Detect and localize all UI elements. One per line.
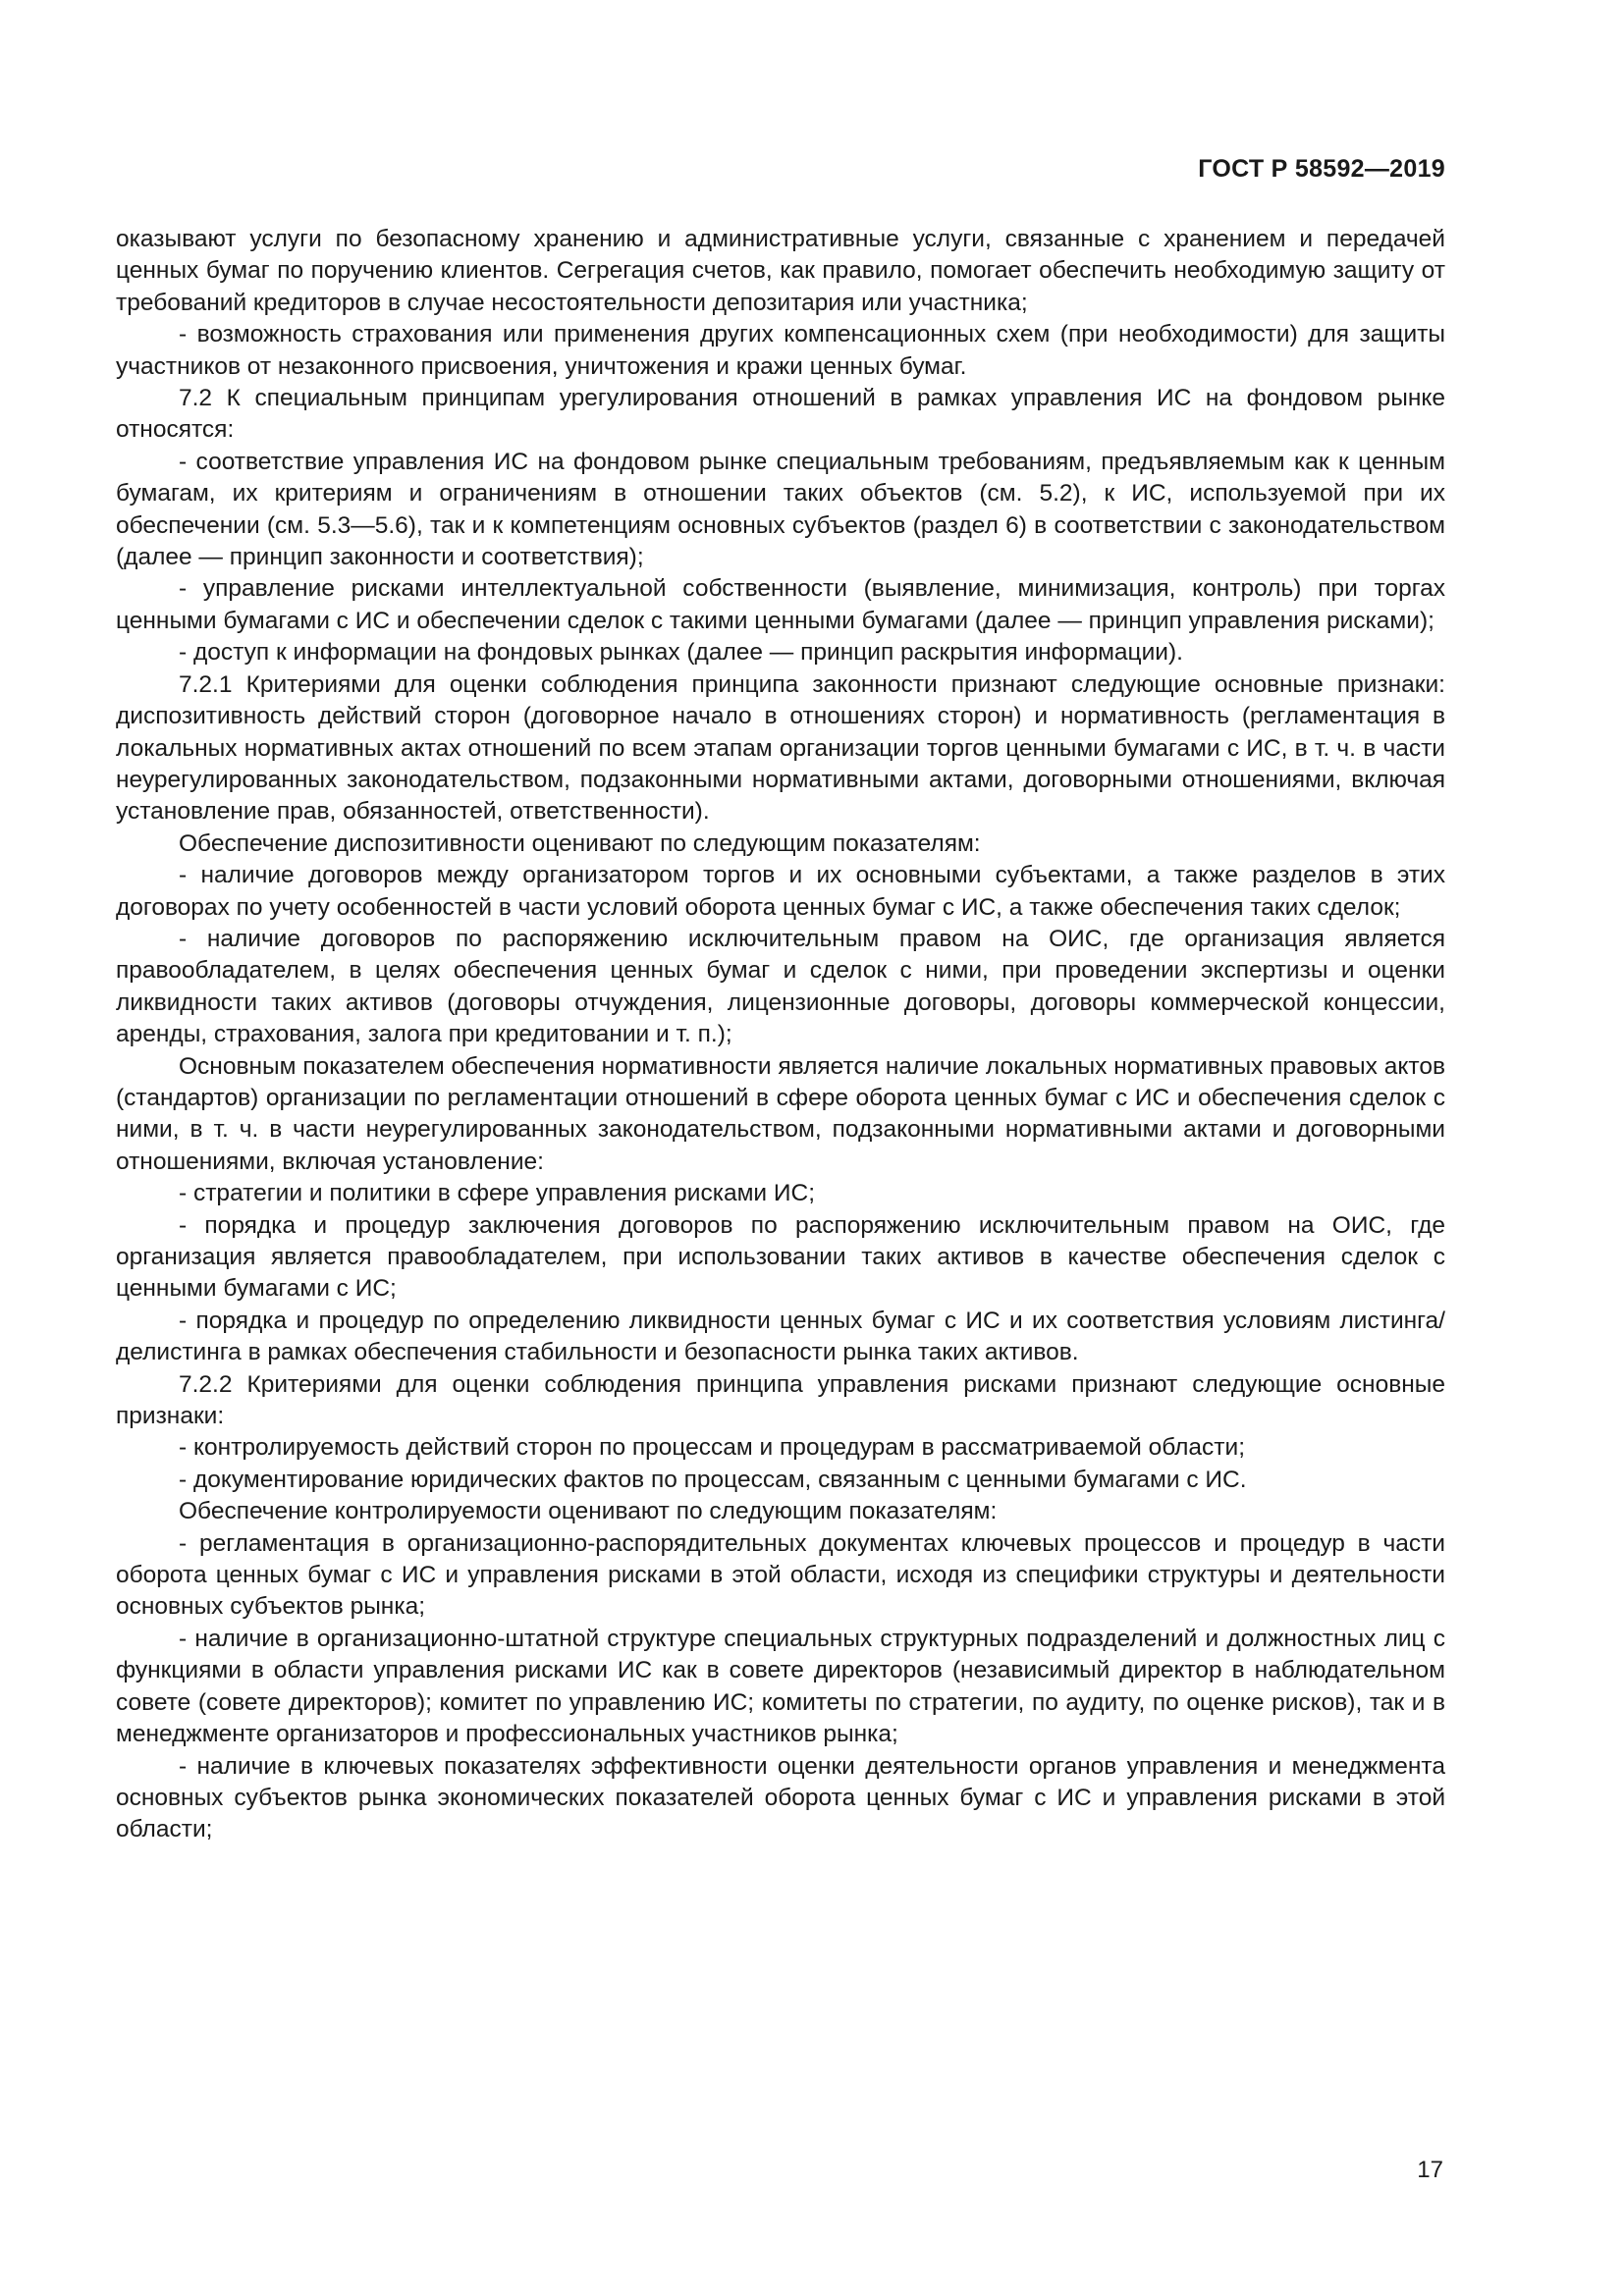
paragraph: - наличие в ключевых показателях эффективности оценки деятельности органов управления и менеджмента основных субъектов рынка экономических показателей оборота ценных бумаг с ИС и управления рисками в этой области; — [116, 1752, 1445, 1843]
paragraph: - доступ к информации на фондовых рынках (далее — принцип раскрытия информации). — [179, 639, 1183, 667]
paragraph: - наличие договоров между организатором торгов и их основными субъектами, а также разделов в этих договорах по учету особенностей в части условий оборота ценных бумаг с ИС, а также обеспечения таких сделок; — [116, 862, 1445, 921]
paragraph: - контролируемость действий сторон по процессам и процедурам в рассматриваемой области; — [179, 1434, 1246, 1462]
paragraph: Основным показателем обеспечения нормативности является наличие локальных нормативных правовых актов (стандартов) организации по регламентации отношений в сфере оборота ценных бумаг с ИС и обеспечения сделок с ними, в т. ч. в части неурегулированных законодательством, подзаконными нормативными актами и договорными отношениями, включая установление: — [116, 1052, 1445, 1175]
paragraph: 7.2.2 Критериями для оценки соблюдения принципа управления рисками признают следующие основные признаки: — [116, 1370, 1445, 1430]
paragraph: - управление рисками интеллектуальной собственности (выявление, минимизация, контроль) при торгах ценными бумагами с ИС и обеспечении сделок с такими ценными бумагами (далее — принцип управления рисками); — [116, 575, 1445, 634]
paragraph: - возможность страхования или применения других компенсационных схем (при необходимости) для защиты участников от незаконного присвоения, уничтожения и кражи ценных бумаг. — [116, 321, 1445, 380]
paragraph: - наличие договоров по распоряжению исключительным правом на ОИС, где организация является правообладателем, в целях обеспечения ценных бумаг и сделок с ними, при проведении экспертизы и оценки ликвидности таких активов (договоры отчуждения, лицензионные договоры, договоры коммерческой концессии, аренды, страхования, залога при кредитовании и т. п.); — [116, 925, 1445, 1048]
page-number: 17 — [1417, 2157, 1443, 2183]
paragraph: Обеспечение диспозитивности оценивают по следующим показателям: — [179, 829, 981, 857]
paragraph: - регламентация в организационно-распорядительных документах ключевых процессов и процедур в части оборота ценных бумаг с ИС и управления рисками в этой области, исходя из специфики структуры и деятельности основных субъектов рынка; — [116, 1529, 1445, 1621]
paragraph: - порядка и процедур заключения договоров по распоряжению исключительным правом на ОИС, где организация является правообладателем, при использовании таких активов в качестве обеспечения сделок с ценными бумагами с ИС; — [116, 1211, 1445, 1303]
paragraph: - соответствие управления ИС на фондовом рынке специальным требованиям, предъявляемым как к ценным бумагам, их критериям и ограничениям в отношении таких объектов (см. 5.2), к ИС, используемой при их обеспечении (см. 5.3—5.6), так и к компетенциям основных субъектов (раздел 6) в соответствии с законодательством (далее — принцип законности и соответствия); — [116, 448, 1445, 571]
paragraph: Обеспечение контролируемости оценивают по следующим показателям: — [179, 1498, 998, 1525]
document-body — [116, 224, 1445, 1846]
paragraph: 7.2 К специальным принципам урегулирования отношений в рамках управления ИС на фондовом рынке относятся: — [116, 385, 1445, 444]
paragraph: - порядка и процедур по определению ликвидности ценных бумаг с ИС и их соответствия условиям листинга/делистинга в рамках обеспечения стабильности и безопасности рынка таких активов. — [116, 1307, 1445, 1366]
paragraph: - документирование юридических фактов по процессам, связанным с ценными бумагами с ИС. — [179, 1466, 1247, 1493]
paragraph: - стратегии и политики в сфере управления рисками ИС; — [179, 1180, 816, 1207]
paragraph: 7.2.1 Критериями для оценки соблюдения принципа законности признают следующие основные признаки: диспозитивность действий сторон (договорное начало в отношениях сторон) и нормативность (регламентация в локальных нормативных актах отношений по всем этапам организации торгов ценными бумагами с ИС, в т. ч. в части неурегулированных законодательством, подзаконными нормативными актами, договорными отношениями, включая установление прав, обязанностей, ответственности). — [116, 670, 1445, 826]
document-code-header: ГОСТ Р 58592—2019 — [1198, 155, 1445, 183]
paragraph: - наличие в организационно-штатной структуре специальных структурных подразделений и должностных лиц с функциями в области управления рисками ИС как в совете директоров (независимый директор в наблюдательном совете (совете директоров); комитет по управлению ИС; комитеты по стратегии, по аудиту, по оценке рисков), так и в менеджменте организаторов и профессиональных участников рынка; — [116, 1625, 1445, 1748]
paragraph: оказывают услуги по безопасному хранению и административные услуги, связанные с хранением и передачей ценных бумаг по поручению клиентов. Сегрегация счетов, как правило, помогает обеспечить необходимую защиту от требований кредиторов в случае несостоятельности депозитария или участника; — [116, 226, 1445, 316]
